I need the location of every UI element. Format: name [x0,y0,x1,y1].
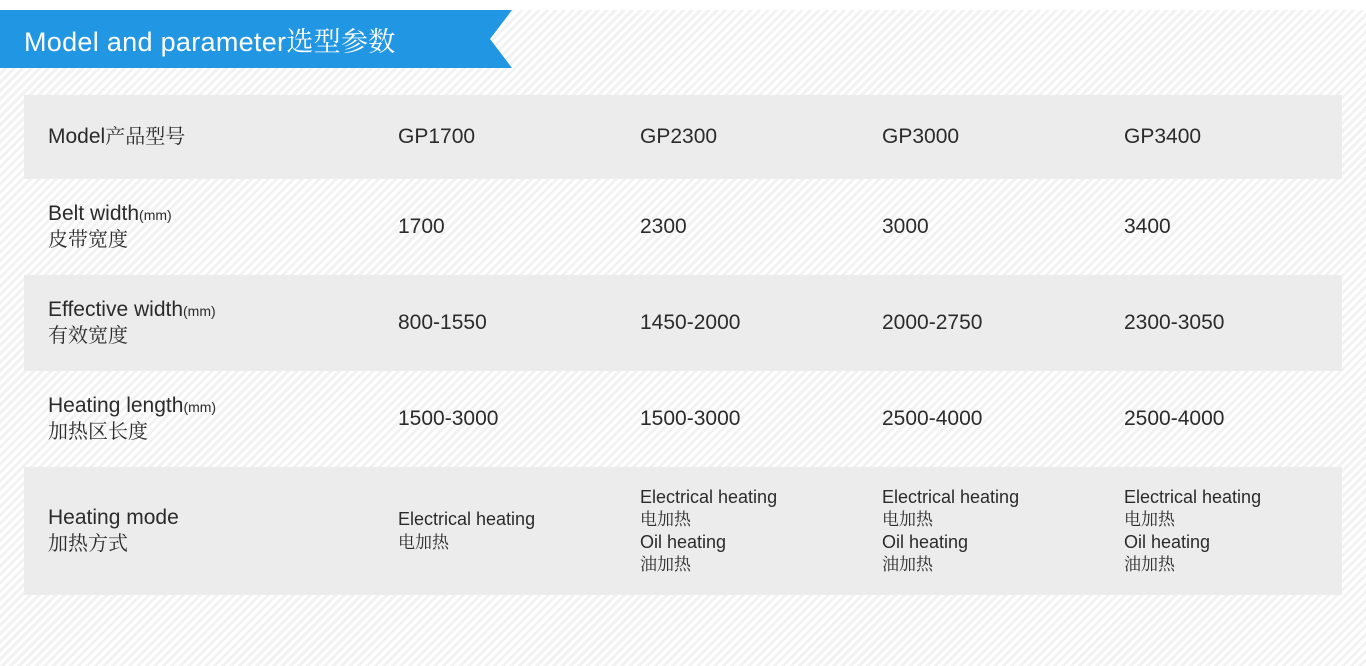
section-banner [0,10,490,68]
spec-table [24,95,1342,595]
value-en: Electrical heating [1124,486,1262,507]
value-cell [374,95,616,179]
value-cell [1100,467,1342,595]
value: 1500-3000 [640,406,741,430]
value-cell [616,371,858,467]
value-cell [858,275,1100,371]
value-text [374,498,616,563]
value-cn: 油加热 [882,555,933,575]
value-text [374,396,616,442]
value-cell [858,467,1100,595]
row-label-unit: (mm) [183,303,216,320]
value-text [858,476,1100,587]
row-label-cell [24,467,374,595]
value: 2300 [640,214,687,238]
row-label-cell [24,179,374,275]
value-cell [858,95,1100,179]
value: GP2300 [640,124,718,148]
table-row [24,95,1342,179]
value-text [858,204,1100,250]
row-label-cell [24,275,374,371]
row-label-cn: 加热方式 [48,532,128,555]
value: GP3400 [1124,124,1202,148]
value-cn: 油加热 [640,555,691,575]
row-label-unit: (mm) [139,207,172,224]
value-cell [616,275,858,371]
value-text [1100,300,1342,346]
value-text [374,204,616,250]
row-label-cn: 有效宽度 [48,324,128,347]
table-row [24,179,1342,275]
row-label-cell [24,95,374,179]
top-white-strip [0,0,1366,10]
value-cell [374,371,616,467]
row-label-unit: (mm) [183,399,217,416]
table-row [24,371,1342,467]
row-label-cell [24,371,374,467]
row-label-en: Effective width [48,298,184,322]
value-text [616,396,858,442]
value: 2300-3050 [1124,310,1225,334]
value-en: Electrical heating [882,486,1020,507]
value: 1700 [398,214,445,238]
table-row [24,275,1342,371]
row-label-en: Belt width [48,202,140,226]
value: 3400 [1124,214,1171,238]
table-row [24,467,1342,595]
value: 800-1550 [398,310,487,334]
spec-table-container [24,95,1342,595]
value-en: Electrical heating [398,509,536,530]
value-cell [858,179,1100,275]
row-label [24,191,374,262]
value: 2500-4000 [882,406,983,430]
value: 2500-4000 [1124,406,1225,430]
value-cell [1100,275,1342,371]
value-cell [1100,371,1342,467]
value-text [374,300,616,346]
row-label [24,287,374,358]
value-cn: 电加热 [640,509,691,529]
value-text [374,114,616,160]
value-cn: 电加热 [398,532,449,552]
value-en: Oil heating [640,532,727,552]
value-text [616,476,858,587]
value-cell [1100,179,1342,275]
value-text [616,204,858,250]
value-cell [374,179,616,275]
row-label-cn: 加热区长度 [48,420,148,443]
value-cn: 电加热 [882,509,933,529]
value-cell [374,467,616,595]
value-cell [858,371,1100,467]
page-title: Model and parameter选型参数 [24,26,396,57]
row-label [24,114,374,160]
value-text [616,300,858,346]
value-text [858,300,1100,346]
value-cell [616,179,858,275]
value: GP3000 [882,124,960,148]
row-label [24,495,374,566]
row-label-en: Heating length [48,394,184,418]
value-en: Oil heating [882,532,969,552]
row-label-cn: 皮带宽度 [48,228,128,251]
value-text [858,396,1100,442]
row-label-en: Heating mode [48,506,179,530]
value-cn: 油加热 [1124,555,1175,575]
row-label-en: Model [48,124,106,148]
value-text [858,114,1100,160]
value-cell [1100,95,1342,179]
value-text [616,114,858,160]
value-text [1100,396,1342,442]
row-label [24,383,374,454]
value: 3000 [882,214,929,238]
value-cell [616,467,858,595]
row-label-cn: 产品型号 [105,125,186,148]
value-text [1100,204,1342,250]
banner-notch-shape [490,10,512,68]
value-cell [616,95,858,179]
value: 1500-3000 [398,406,499,430]
value-cell [374,275,616,371]
value-cn: 电加热 [1124,509,1175,529]
value-text [1100,476,1342,587]
value: 1450-2000 [640,310,741,334]
value-text [1100,114,1342,160]
value-en: Electrical heating [640,486,778,507]
value-en: Oil heating [1124,532,1211,552]
value: GP1700 [398,124,476,148]
value: 2000-2750 [882,310,983,334]
